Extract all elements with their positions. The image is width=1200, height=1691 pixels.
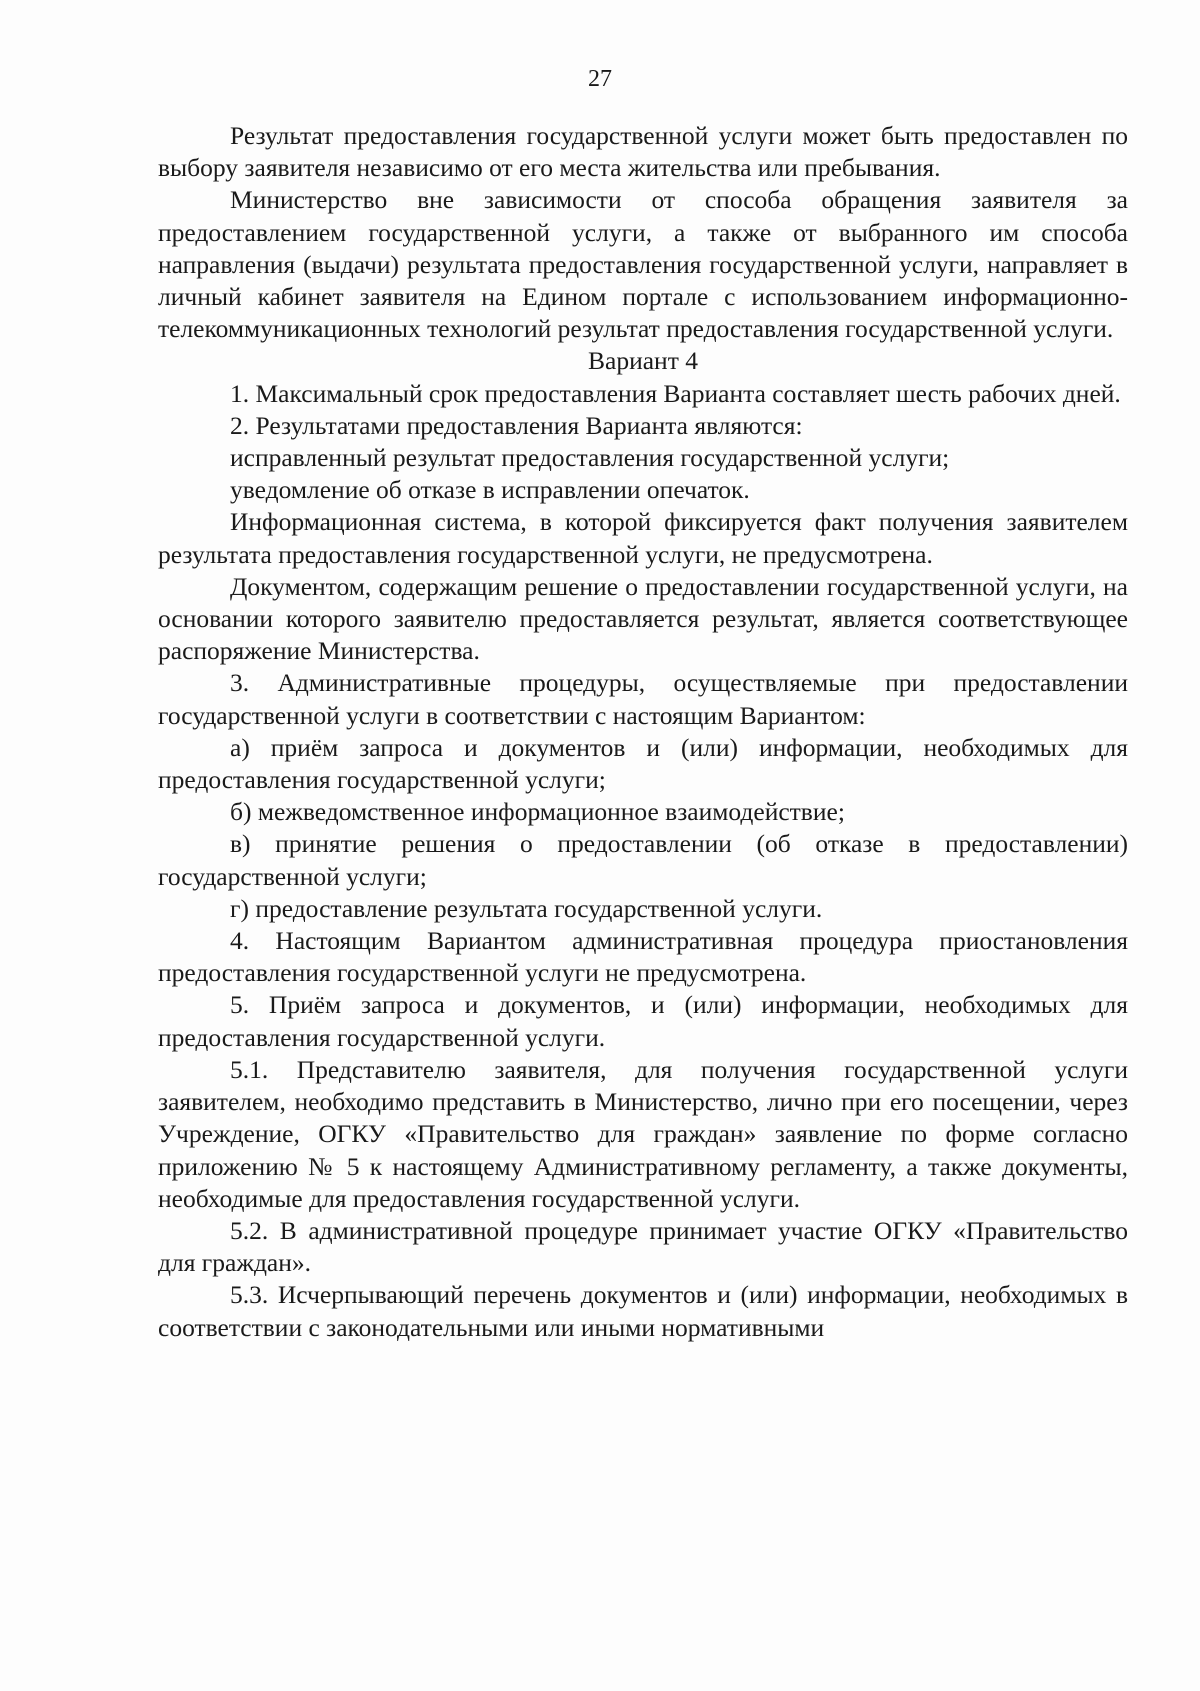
paragraph-info-system: Информационная система, в которой фиксируется факт получения заявителем результата предоставления государственной услуги, не предусмотрена. <box>158 507 1128 569</box>
paragraph-item-5: 5. Приём запроса и документов, и (или) информации, необходимых для предоставления государственной услуги. <box>158 990 1128 1052</box>
paragraph-ministry-cabinet: Министерство вне зависимости от способа обращения заявителя за предоставлением государственной услуги, а также от выбранного им способа направления (выдачи) результата предоставления государственной услуги, направляет в личный кабинет заявителя на Едином портале с использованием информационно-телекоммуникационных технологий результат предоставления государственной услуги. <box>158 185 1128 344</box>
paragraph-item-2-result-b: уведомление об отказе в исправлении опечаток. <box>230 475 750 505</box>
paragraph-item-3: 3. Административные процедуры, осуществляемые при предоставлении государственной услуги в соответствии с настоящим Вариантом: <box>158 668 1128 730</box>
paragraph-item-1: 1. Максимальный срок предоставления Варианта составляет шесть рабочих дней. <box>230 378 1121 408</box>
paragraph-item-5-1: 5.1. Представителю заявителя, для получения государственной услуги заявителем, необходимо представить в Министерство, лично при его посещении, через Учреждение, ОГКУ «Правительство для граждан» заявление по форме согласно приложению № 5 к настоящему Административному регламенту, а также документы, необходимые для предоставления государственной услуги. <box>158 1054 1128 1213</box>
paragraph-item-3-d: г) предоставление результата государственной услуги. <box>230 893 823 923</box>
page-number: 27 <box>588 66 612 92</box>
paragraph-item-4: 4. Настоящим Вариантом административная процедура приостановления предоставления государственной услуги не предусмотрена. <box>158 926 1128 988</box>
document-body <box>158 120 1128 1344</box>
section-heading-variant-4: Вариант 4 <box>588 346 698 376</box>
paragraph-item-3-a: а) приём запроса и документов и (или) информации, необходимых для предоставления государственной услуги; <box>158 732 1128 795</box>
paragraph-item-5-3: 5.3. Исчерпывающий перечень документов и (или) информации, необходимых в соответствии с законодательными или иными нормативными <box>158 1280 1128 1342</box>
paragraph-item-2: 2. Результатами предоставления Варианта являются: <box>230 410 803 440</box>
paragraph-item-2-result-a: исправленный результат предоставления государственной услуги; <box>230 443 950 473</box>
paragraph-decision-document: Документом, содержащим решение о предоставлении государственной услуги, на основании которого заявителю предоставляется результат, является соответствующее распоряжение Министерства. <box>158 571 1128 666</box>
paragraph-item-3-c: в) принятие решения о предоставлении (об отказе в предоставлении) государственной услуги; <box>158 829 1128 891</box>
paragraph-item-5-2: 5.2. В административной процедуре принимает участие ОГКУ «Правительство для граждан». <box>158 1215 1128 1278</box>
paragraph-item-3-b: б) межведомственное информационное взаимодействие; <box>230 797 845 827</box>
paragraph-result-choice: Результат предоставления государственной услуги может быть предоставлен по выбору заявителя независимо от его места жительства или пребывания. <box>158 121 1128 183</box>
